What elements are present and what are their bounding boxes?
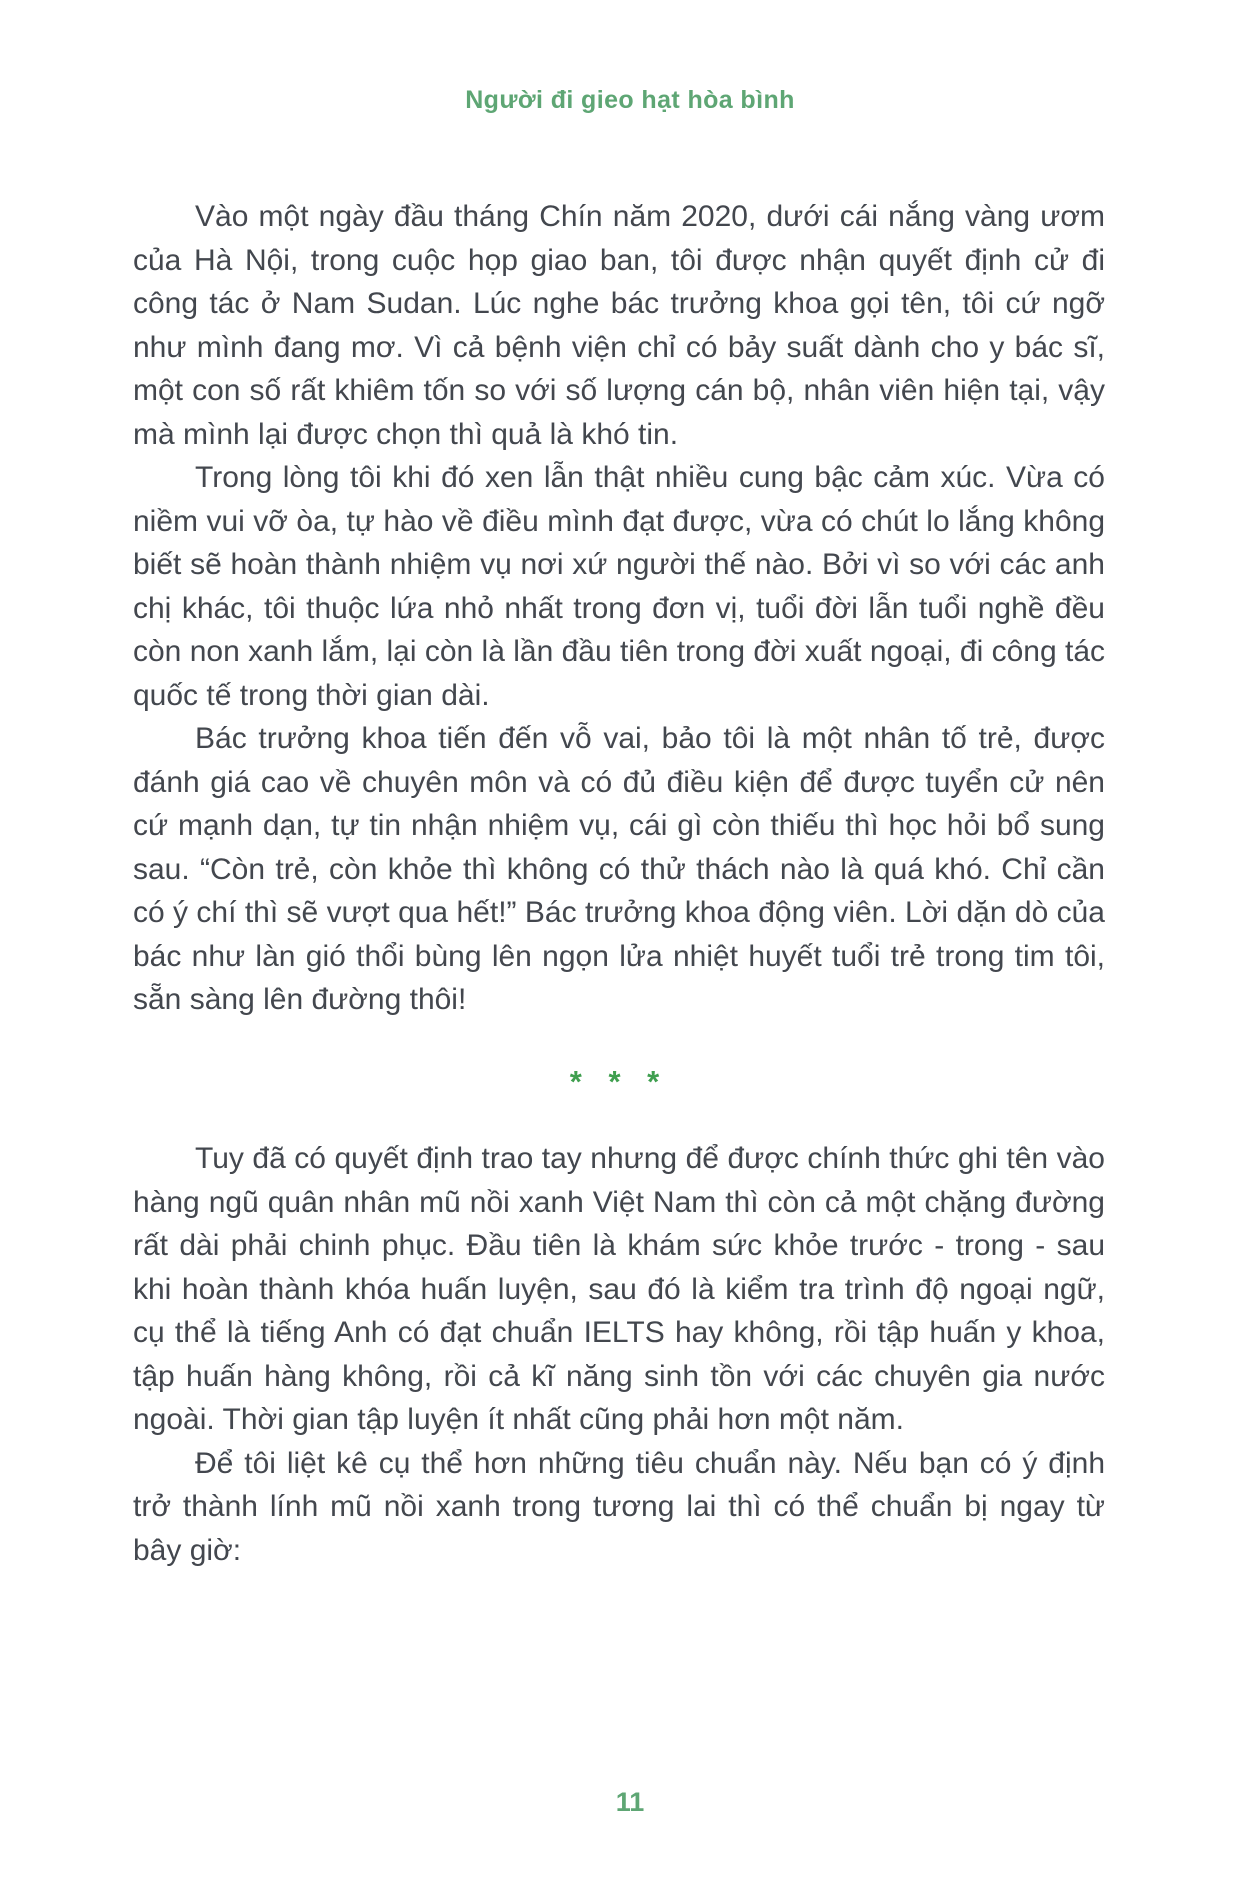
section-separator: * * *: [569, 1063, 669, 1099]
paragraph: Vào một ngày đầu tháng Chín năm 2020, dưới cái nắng vàng ươm của Hà Nội, trong cuộc họp giao ban, tôi được nhận quyết định cử đi công tác ở Nam Sudan. Lúc nghe bác trưởng khoa gọi tên, tôi cứ ngỡ như mình đang mơ. Vì cả bệnh viện chỉ có bảy suất dành cho y bác sĩ, một con số rất khiêm tốn so với số lượng cán bộ, nhân viên hiện tại, vậy mà mình lại được chọn thì quả là khó tin.: [133, 200, 1105, 451]
paragraph: Tuy đã có quyết định trao tay nhưng để được chính thức ghi tên vào hàng ngũ quân nhân mũ nồi xanh Việt Nam thì còn cả một chặng đường rất dài phải chinh phục. Đầu tiên là khám sức khỏe trước - trong - sau khi hoàn thành khóa huấn luyện, sau đó là kiểm tra trình độ ngoại ngữ, cụ thể là tiếng Anh có đạt chuẩn IELTS hay không, rồi tập huấn y khoa, tập huấn hàng không, rồi cả kĩ năng sinh tồn với các chuyên gia nước ngoài. Thời gian tập luyện ít nhất cũng phải hơn một năm.: [133, 1142, 1105, 1436]
paragraph: Trong lòng tôi khi đó xen lẫn thật nhiều cung bậc cảm xúc. Vừa có niềm vui vỡ òa, tự hào về điều mình đạt được, vừa có chút lo lắng không biết sẽ hoàn thành nhiệm vụ nơi xứ người thế nào. Bởi vì so với các anh chị khác, tôi thuộc lứa nhỏ nhất trong đơn vị, tuổi đời lẫn tuổi nghề đều còn non xanh lắm, lại còn là lần đầu tiên trong đời xuất ngoại, đi công tác quốc tế trong thời gian dài.: [133, 461, 1105, 712]
running-header: Người đi gieo hạt hòa bình: [465, 86, 795, 114]
page-body: [133, 195, 1105, 1572]
paragraph: Bác trưởng khoa tiến đến vỗ vai, bảo tôi là một nhân tố trẻ, được đánh giá cao về chuyên môn và có đủ điều kiện để được tuyển cử nên cứ mạnh dạn, tự tin nhận nhiệm vụ, cái gì còn thiếu thì học hỏi bổ sung sau. “Còn trẻ, còn khỏe thì không có thử thách nào là quá khó. Chỉ cần có ý chí thì sẽ vượt qua hết!” Bác trưởng khoa động viên. Lời dặn dò của bác như làn gió thổi bùng lên ngọn lửa nhiệt huyết tuổi trẻ trong tim tôi, sẵn sàng lên đường thôi!: [133, 722, 1105, 1016]
paragraph: Để tôi liệt kê cụ thể hơn những tiêu chuẩn này. Nếu bạn có ý định trở thành lính mũ nồi xanh trong tương lai thì có thể chuẩn bị ngay từ bây giờ:: [133, 1446, 1105, 1567]
page-number: 11: [615, 1787, 645, 1817]
